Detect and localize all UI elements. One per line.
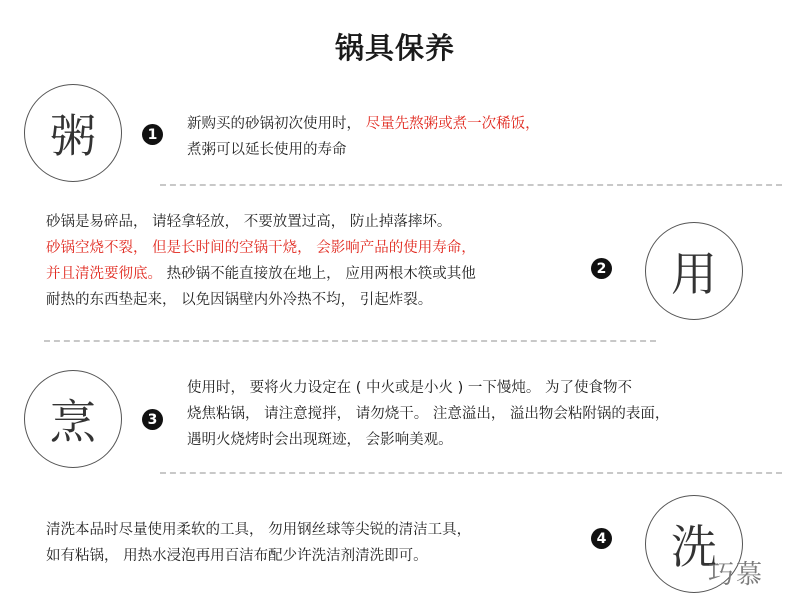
body-text: 新购买的砂锅初次使用时， — [187, 116, 361, 132]
brand-watermark: 巧慕 — [708, 560, 765, 590]
step-4-badge: 4 — [591, 528, 612, 549]
body-text: 热砂锅不能直接放在地上， 应用两根木筷或其他 — [162, 266, 476, 282]
text-line — [46, 517, 471, 543]
text-line — [187, 137, 540, 163]
body-text: 烧焦粘锅， 请注意搅拌， 请勿烧干。 注意溢出， 溢出物会粘附锅的表面， — [187, 406, 670, 422]
zhou-character-circle: 粥 — [24, 84, 122, 182]
peng-character-circle: 烹 — [24, 370, 122, 468]
body-text: 煮粥可以延长使用的寿命 — [187, 142, 347, 158]
section-2-text — [46, 209, 476, 313]
step-3-badge: 3 — [142, 409, 163, 430]
body-text: 耐热的东西垫起来， 以免因锅壁内外冷热不均， 引起炸裂。 — [46, 292, 433, 308]
step-2-badge: 2 — [591, 258, 612, 279]
divider-3 — [160, 472, 782, 474]
body-text: 砂锅是易碎品， 请轻拿轻放， 不要放置过高， 防止掉落摔坏。 — [46, 214, 452, 230]
divider-2 — [44, 340, 656, 342]
text-line — [46, 209, 476, 235]
section-4-text — [46, 517, 471, 569]
highlight-text: 砂锅空烧不裂， 但是长时间的空锅干烧， 会影响产品的使用寿命， — [46, 240, 476, 256]
step-1-badge: 1 — [142, 124, 163, 145]
body-text: 遇明火烧烤时会出现斑迹， 会影响美观。 — [187, 432, 453, 448]
text-line — [46, 235, 476, 261]
page-title: 锅具保养 — [334, 31, 455, 65]
text-line — [187, 427, 669, 453]
section-1-text — [187, 111, 540, 163]
body-text: 使用时， 要将火力设定在 ( 中火或是小火 ) 一下慢炖。 为了使食物不 — [187, 380, 632, 396]
text-line — [46, 287, 476, 313]
highlight-text: 尽量先熬粥或煮一次稀饭， — [361, 116, 540, 132]
yong-character-circle: 用 — [645, 222, 743, 320]
body-text: 清洗本品时尽量使用柔软的工具， 勿用钢丝球等尖锐的清洁工具， — [46, 522, 472, 538]
text-line — [187, 111, 540, 137]
section-3-text — [187, 375, 669, 453]
xi-character-circle: 洗 — [645, 495, 743, 593]
text-line — [187, 401, 669, 427]
text-line — [46, 543, 471, 569]
text-line — [46, 261, 476, 287]
highlight-text: 并且清洗要彻底。 — [46, 266, 162, 282]
body-text: 如有粘锅， 用热水浸泡再用百洁布配少许洗洁剂清洗即可。 — [46, 548, 428, 564]
text-line — [187, 375, 669, 401]
divider-1 — [160, 184, 782, 186]
